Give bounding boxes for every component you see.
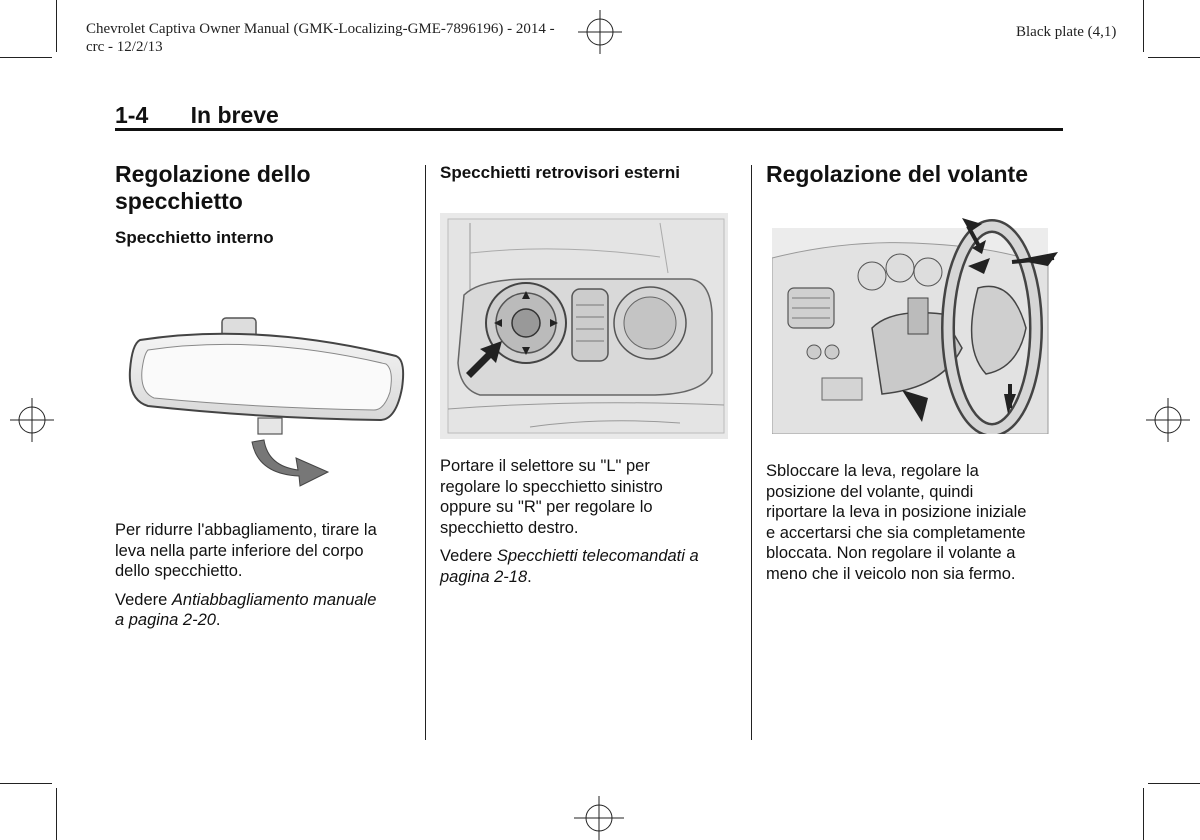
section-heading-mirror bbox=[115, 161, 311, 215]
plate-label: Black plate (4,1) bbox=[1016, 24, 1117, 40]
crop-mark bbox=[0, 783, 52, 784]
section-heading-steering: Regolazione del volante bbox=[766, 161, 1028, 187]
column-divider bbox=[425, 165, 426, 740]
rearview-mirror-illustration bbox=[118, 300, 408, 490]
section-title: In breve bbox=[190, 102, 279, 128]
paragraph bbox=[766, 461, 1066, 584]
text-line: e accertarsi che sia completamente bbox=[766, 523, 1026, 542]
registration-mark-icon bbox=[578, 10, 622, 54]
cross-reference bbox=[440, 546, 740, 587]
text-line: bloccata. Non regolare il volante a bbox=[766, 544, 1016, 562]
text-line: specchietto destro. bbox=[440, 518, 579, 537]
reference-link[interactable]: Antiabbagliamento manuale bbox=[171, 590, 377, 609]
crop-mark bbox=[0, 57, 52, 58]
paragraph bbox=[115, 520, 415, 582]
registration-mark-icon bbox=[10, 398, 54, 442]
text-line: dello specchietto. bbox=[115, 562, 243, 580]
reference-link[interactable]: Specchietti telecomandati a bbox=[496, 547, 699, 565]
crop-mark bbox=[1143, 788, 1144, 840]
text-line: regolare lo specchietto sinistro bbox=[440, 477, 663, 496]
crop-mark bbox=[56, 788, 57, 840]
running-head bbox=[115, 101, 279, 129]
print-meta bbox=[86, 20, 555, 56]
punctuation: . bbox=[215, 611, 221, 629]
steering-wheel-illustration bbox=[772, 218, 1062, 434]
registration-mark-icon bbox=[574, 796, 624, 840]
print-meta-line-1: Chevrolet Captiva Owner Manual (GMK-Localizing-GME-7896196) - 2014 - bbox=[86, 21, 555, 37]
text-line: Portare il selettore su "L" per bbox=[440, 457, 650, 475]
reference-link[interactable]: a pagina 2-20 bbox=[115, 611, 216, 629]
heading-line: specchietto bbox=[115, 188, 243, 214]
cross-reference bbox=[115, 590, 415, 631]
body-text-col3 bbox=[766, 461, 1066, 592]
subheading-interior-mirror: Specchietto interno bbox=[115, 228, 274, 247]
text-line: Per ridurre l'abbagliamento, tirare la bbox=[115, 521, 377, 539]
text-line: meno che il veicolo non sia fermo. bbox=[766, 564, 1016, 583]
crop-mark bbox=[1143, 0, 1144, 52]
header-rule bbox=[115, 128, 1063, 131]
subheading-exterior-mirrors: Specchietti retrovisori esterni bbox=[440, 163, 680, 182]
body-text-col2 bbox=[440, 456, 740, 595]
column-divider bbox=[751, 165, 752, 740]
punctuation: . bbox=[527, 567, 532, 586]
see-label: Vedere bbox=[115, 590, 172, 609]
see-label: Vedere bbox=[440, 547, 497, 565]
heading-line: Regolazione dello bbox=[115, 161, 311, 187]
text-line: oppure su "R" per regolare lo bbox=[440, 498, 653, 516]
text-line: riportare la leva in posizione iniziale bbox=[766, 503, 1027, 521]
print-meta-line-2: crc - 12/2/13 bbox=[86, 39, 163, 55]
mirror-switch-illustration bbox=[440, 213, 728, 439]
registration-mark-icon bbox=[1146, 398, 1190, 442]
text-line: Sbloccare la leva, regolare la bbox=[766, 462, 979, 480]
crop-mark bbox=[1148, 57, 1200, 58]
body-text-col1 bbox=[115, 520, 415, 639]
crop-mark bbox=[1148, 783, 1200, 784]
text-line: posizione del volante, quindi bbox=[766, 482, 974, 501]
page-number: 1-4 bbox=[115, 102, 149, 128]
paragraph bbox=[440, 456, 740, 538]
text-line: leva nella parte inferiore del corpo bbox=[115, 541, 364, 560]
crop-mark bbox=[56, 0, 57, 52]
reference-link[interactable]: pagina 2-18 bbox=[440, 567, 528, 586]
